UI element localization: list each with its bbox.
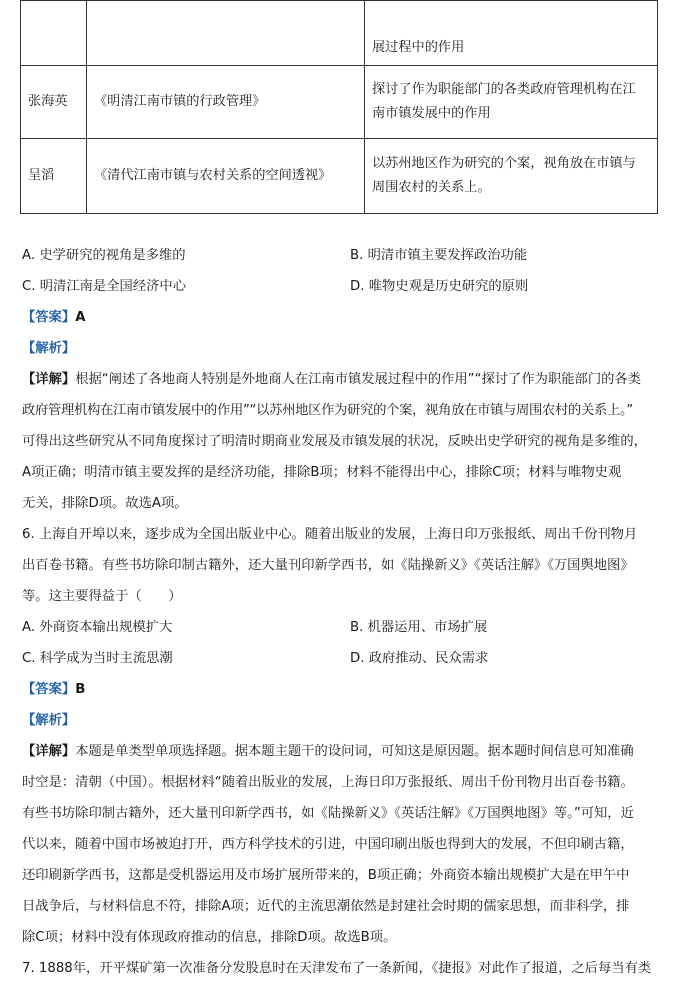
- table-cell-author: [21, 1, 87, 66]
- q5-analysis-tag: [22, 337, 75, 356]
- table-cell-line: 周围农村的关系上。: [372, 180, 491, 195]
- table-cell-author: 呈滔: [21, 139, 87, 214]
- q5-option-c: C. 明清江南是全国经济中心: [22, 279, 187, 294]
- table-cell-content: [365, 139, 658, 214]
- answer-letter: B: [75, 682, 86, 697]
- q6-option-d: D. 政府推动、民众需求: [350, 651, 489, 666]
- research-table: [20, 0, 658, 214]
- q6-detail-line: 日战争后，与材料信息不符，排除A项；近代的主流思潮依然是封建社会时期的儒家思想，而非科学，排: [22, 899, 630, 914]
- q5-option-b: B. 明清市镇主要发挥政治功能: [350, 248, 528, 263]
- q6-answer: [22, 678, 85, 697]
- answer-tag: 【答案】: [22, 310, 76, 325]
- q6-stem-line: 等。这主要得益于（ ）: [22, 589, 182, 604]
- q5-option-d: D. 唯物史观是历史研究的原则: [350, 279, 529, 294]
- q6-option-a: A. 外商资本输出规模扩大: [22, 620, 173, 635]
- table-cell-line: 以苏州地区作为研究的个案，视角放在市镇与: [372, 156, 636, 171]
- q5-detail-line: A项正确；明清市镇主要发挥的是经济功能，排除B项；材料不能得出中心，排除C项；材料与唯物史观: [22, 465, 622, 480]
- table-cell-content: 展过程中的作用: [365, 1, 658, 66]
- table-row: [21, 66, 658, 139]
- detail-tag: 【详解】: [22, 372, 76, 387]
- answer-tag: 【答案】: [22, 682, 76, 697]
- q6-detail-line: 【详解】本题是单类型单项选择题。据本题主题干的设问词，可知这是原因题。据本题时间信息可知准确: [22, 744, 634, 759]
- q6-detail-line: 除C项；材料中没有体现政府推动的信息，排除D项。故选B项。: [22, 930, 397, 945]
- q6-detail-line: 时空是：清朝（中国）。根据材料“随着出版业的发展，上海日印万张报纸、周出千份刊物月出百卷书籍。: [22, 775, 634, 790]
- table-cell-author: 张海英: [21, 66, 87, 139]
- q6-stem-line: 出百卷书籍。有些书坊除印制古籍外，还大量刊印新学西书，如《陆操新义》《英话注解》《万国舆地图》: [22, 558, 634, 573]
- q5-detail-line: 可得出这些研究从不同角度探讨了明清时期商业发展及市镇发展的状况，反映出史学研究的视角是多维的，: [22, 434, 647, 449]
- detail-tag: 【详解】: [22, 744, 76, 759]
- q6-detail-line: 还印刷新学西书，这都是受机器运用及市场扩展所带来的，B项正确；外商资本输出规模扩大是在甲午中: [22, 868, 630, 883]
- q6-analysis-tag: [22, 709, 75, 728]
- q5-detail-line: 政府管理机构在江南市镇发展中的作用”“以苏州地区作为研究的个案，视角放在市镇与周围农村的关系上。”: [22, 403, 633, 418]
- q6-detail-line: 代以来，随着中国市场被迫打开，西方科学技术的引进，中国印刷出版也得到大的发展，不但印刷古籍，: [22, 837, 634, 852]
- analysis-tag: 【解析】: [22, 341, 76, 356]
- table-cell-line: 南市镇发展中的作用: [372, 106, 491, 121]
- q6-detail-line: 有些书坊除印制古籍外，还大量刊印新学西书，如《陆操新义》《英话注解》《万国舆地图》等。”可知，近: [22, 806, 634, 821]
- q5-answer: [22, 306, 85, 325]
- analysis-tag: 【解析】: [22, 713, 76, 728]
- q6-option-c: C. 科学成为当时主流思潮: [22, 651, 173, 666]
- q5-detail-line: 【详解】根据“阐述了各地商人特别是外地商人在江南市镇发展过程中的作用”“探讨了作为职能部门的各类: [22, 372, 642, 387]
- table-row: [21, 139, 658, 214]
- table-cell-work: 《明清江南市镇的行政管理》: [87, 66, 365, 139]
- table-cell-work: 《清代江南市镇与农村关系的空间透视》: [87, 139, 365, 214]
- q6-option-b: B. 机器运用、市场扩展: [350, 620, 488, 635]
- q5-option-a: A. 史学研究的视角是多维的: [22, 248, 186, 263]
- q5-detail-line: 无关，排除D项。故选A项。: [22, 496, 188, 511]
- table-cell-work: [87, 1, 365, 66]
- table-cell-content: [365, 66, 658, 139]
- answer-letter: A: [75, 310, 86, 325]
- table-cell-line: 探讨了作为职能部门的各类政府管理机构在江: [372, 82, 636, 97]
- q7-stem-line: 7. 1888年，开平煤矿第一次准备分发股息时在天津发布了一条新闻，《捷报》对此作了报道，之后每当有类: [22, 961, 652, 976]
- table-row: [21, 1, 658, 66]
- q6-stem-line: 6. 上海自开埠以来，逐步成为全国出版业中心。随着出版业的发展，上海日印万张报纸、周出千份刊物月: [22, 527, 638, 542]
